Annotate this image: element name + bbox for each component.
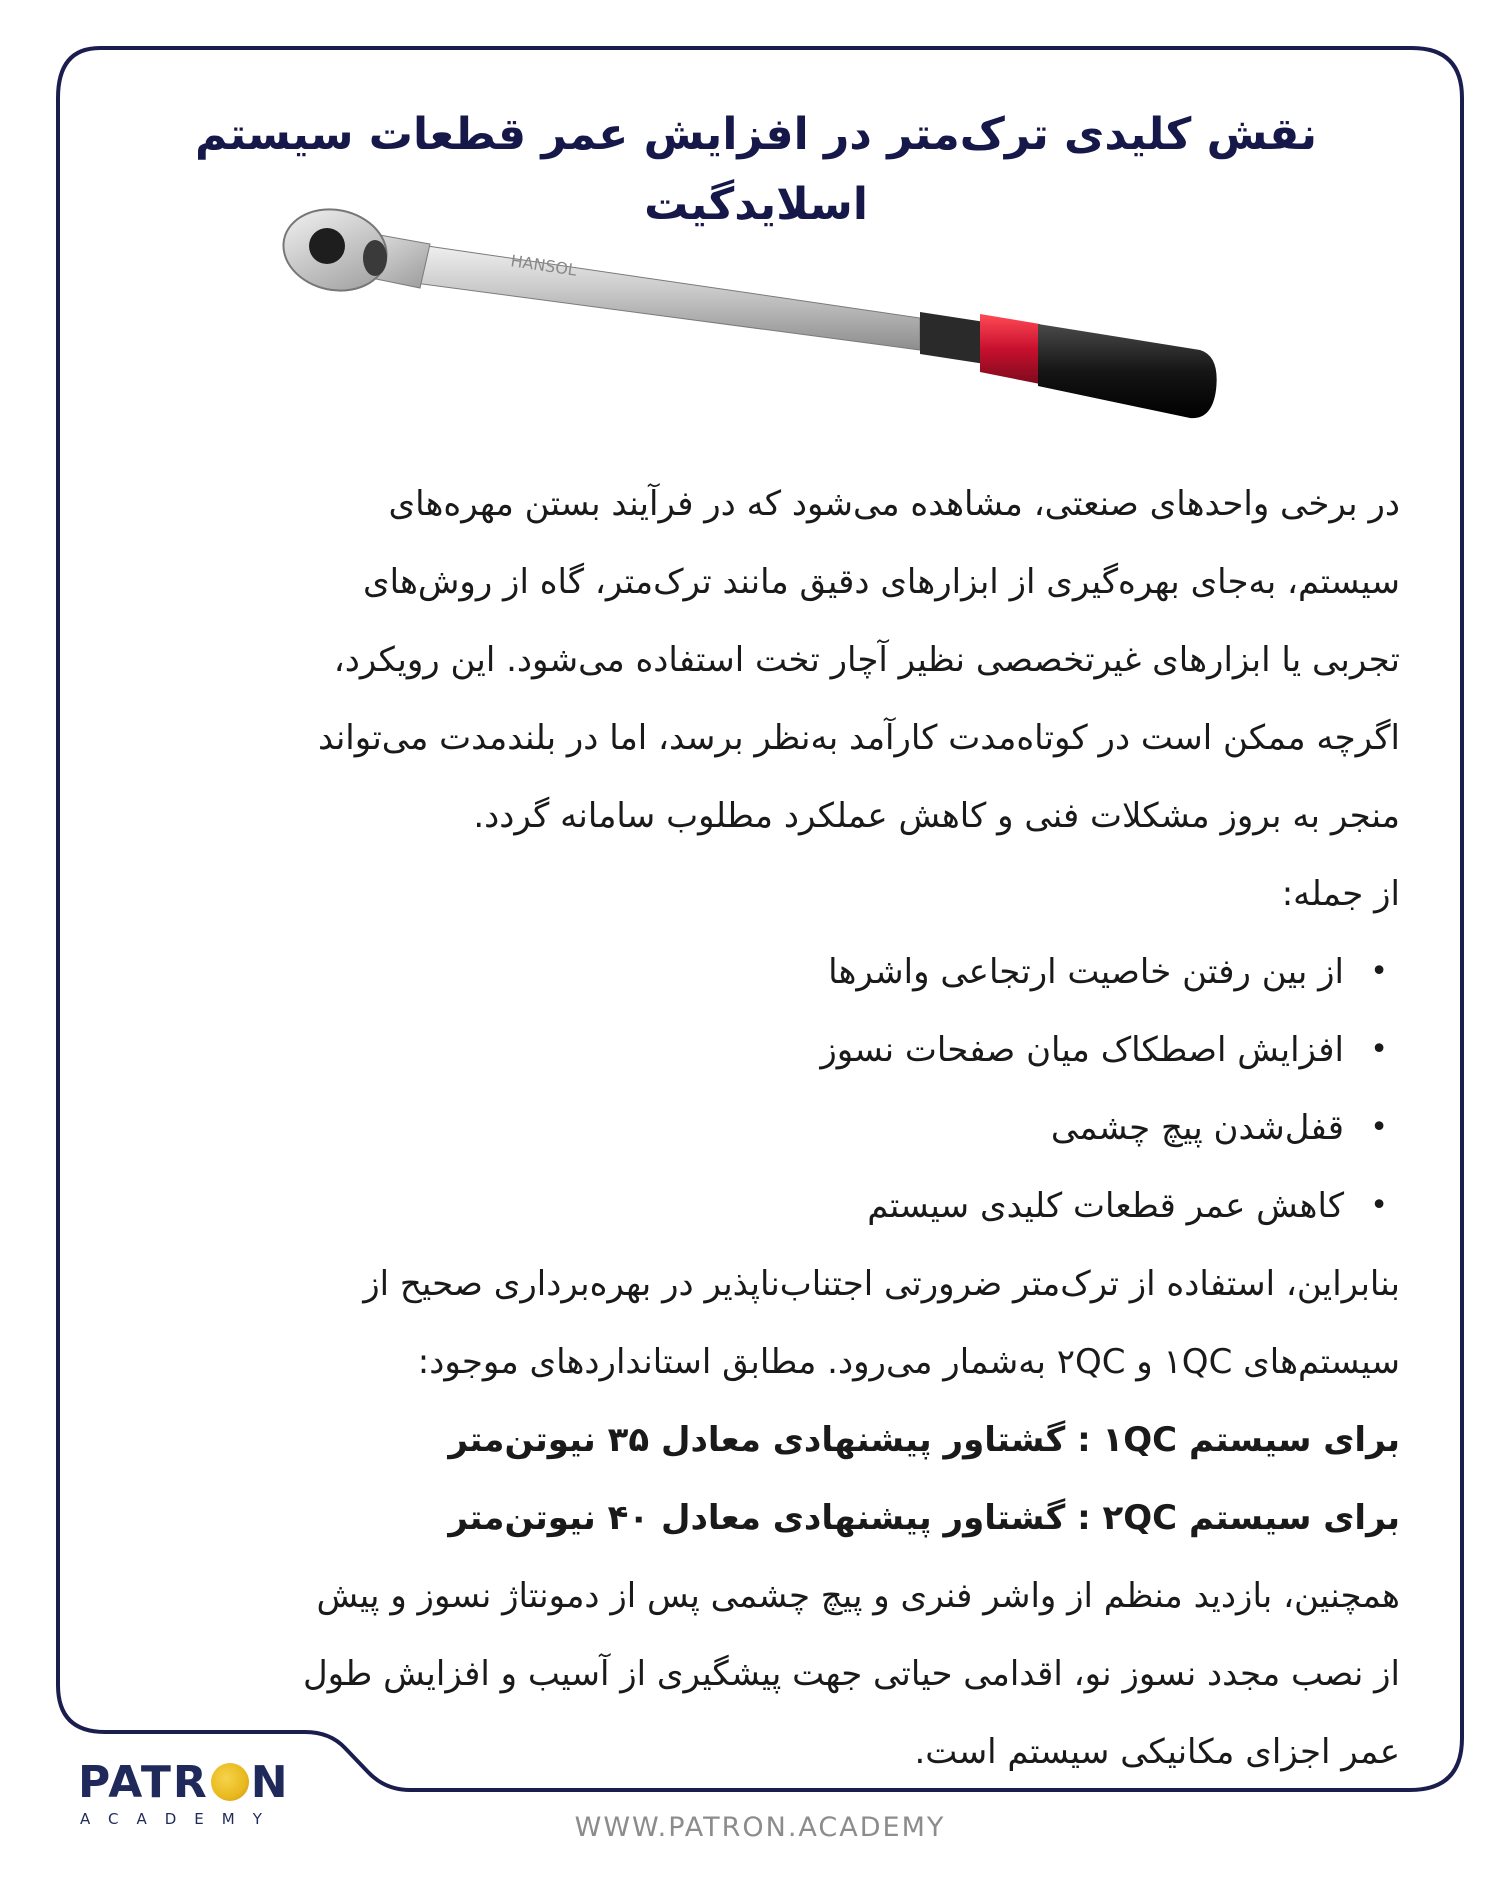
bullet-icon: • [1370, 954, 1388, 989]
list-item-text: قفل‌شدن پیچ چشمی [1050, 1108, 1344, 1148]
closing-line: همچنین، بازدید منظم از واشر فنری و پیچ چشمی پس از دمونتاژ نسوز و پیش [316, 1576, 1400, 1616]
list-item [110, 1011, 1400, 1089]
intro-line: در برخی واحدهای صنعتی، مشاهده می‌شود که در فرآیند بستن مهره‌های [388, 484, 1400, 524]
wrench-brand-text: HANSOL [509, 251, 579, 280]
wrench-body [280, 200, 1217, 418]
article-body [110, 465, 1400, 1791]
bullet-icon: • [1370, 1188, 1388, 1223]
intro-line: سیستم، به‌جای بهره‌گیری از ابزارهای دقیق مانند ترک‌متر، گاه از روش‌های [363, 562, 1400, 602]
bullet-icon: • [1370, 1110, 1388, 1145]
list-item-text: کاهش عمر قطعات کلیدی سیستم [867, 1186, 1344, 1226]
logo-o-icon [211, 1763, 249, 1801]
intro-line: منجر به بروز مشکلات فنی و کاهش عملکرد مطلوب سامانه گردد. [473, 796, 1400, 836]
intro-line: تجربی یا ابزارهای غیرتخصصی نظیر آچار تخت استفاده می‌شود. این رویکرد، [333, 640, 1400, 680]
logo-wordmark: PATR N [78, 1757, 290, 1808]
standard-2qc: برای سیستم ۲QC : گشتاور پیشنهادی معادل ۴۰ نیوتن‌متر [448, 1498, 1400, 1538]
patron-academy-logo [78, 1758, 343, 1833]
standard-1qc: برای سیستم ۱QC : گشتاور پیشنهادی معادل ۳۵ نیوتن‌متر [448, 1420, 1400, 1460]
page-title: نقش کلیدی ترک‌متر در افزایش عمر قطعات سیستم اسلایدگیت [195, 109, 1317, 230]
list-item [110, 1089, 1400, 1167]
torque-wrench-image [280, 200, 1230, 440]
list-item [110, 933, 1400, 1011]
intro-line: اگرچه ممکن است در کوتاه‌مدت کارآمد به‌نظر برسد، اما در بلندمدت می‌تواند [318, 718, 1400, 758]
list-item-text: افزایش اصطکاک میان صفحات نسوز [820, 1030, 1344, 1070]
bullet-icon: • [1370, 1032, 1388, 1067]
closing-line: عمر اجزای مکانیکی سیستم است. [914, 1732, 1400, 1772]
conclusion-line: سیستم‌های ۱QC و ۲QC به‌شمار می‌رود. مطابق استانداردهای موجود: [417, 1342, 1400, 1382]
website-url: WWW.PATRON.ACADEMY [574, 1812, 946, 1843]
closing-line: از نصب مجدد نسوز نو، اقدامی حیاتی جهت پیشگیری از آسیب و افزایش طول [302, 1654, 1400, 1694]
logo-subtitle: ACADEMY [80, 1810, 280, 1828]
list-item [110, 1167, 1400, 1245]
conclusion-line: بنابراین، استفاده از ترک‌متر ضرورتی اجتناب‌ناپذیر در بهره‌برداری صحیح از [363, 1264, 1400, 1304]
list-item-text: از بین رفتن خاصیت ارتجاعی واشرها [828, 952, 1344, 992]
consequence-list [110, 933, 1400, 1245]
list-intro: از جمله: [1281, 874, 1400, 914]
